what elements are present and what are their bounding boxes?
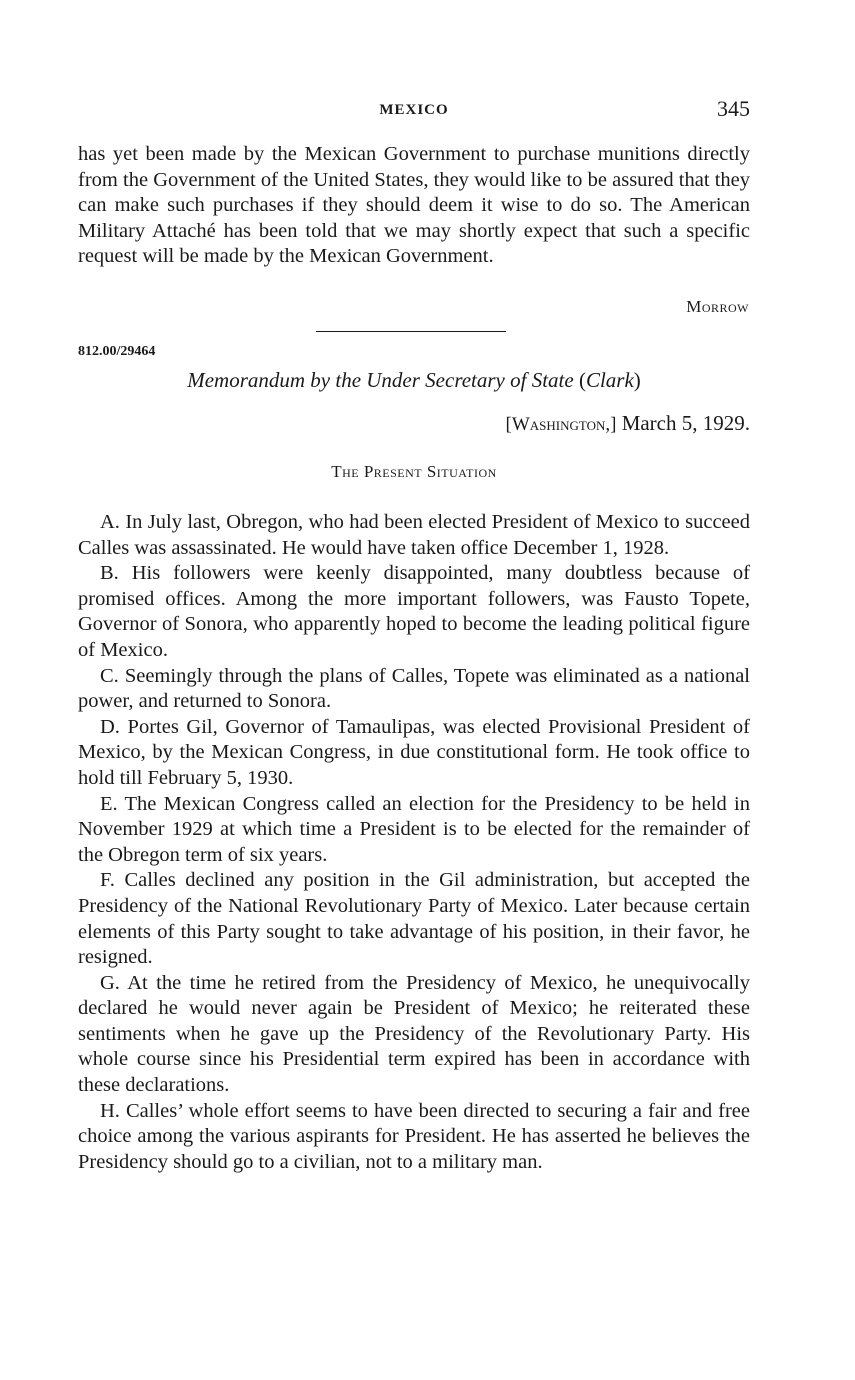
running-title: MEXICO	[379, 102, 449, 118]
memo-paragraph-h	[78, 1099, 750, 1176]
running-head	[78, 96, 750, 126]
file-number: 812.00/29464	[78, 344, 156, 359]
document-title-main: Memorandum by the Under Secretary of State	[187, 368, 579, 392]
paragraph-text: Seemingly through the plans of Calles, Topete was eliminated as a national power, and returned to Sonora.	[78, 664, 750, 713]
paragraph-label: A.	[100, 511, 120, 533]
dateline	[506, 411, 751, 436]
document-title-open-paren: (	[578, 368, 586, 392]
paragraph-label: D.	[100, 715, 120, 738]
dateline-date: March 5, 1929.	[616, 411, 750, 435]
paragraph-text: In July last, Obregon, who had been elected President of Mexico to succeed Calles was assassinated. He would have taken office December 1, 1928.	[78, 511, 750, 559]
signature: Morrow	[686, 297, 749, 316]
memo-paragraph-c	[78, 664, 750, 715]
memo-paragraph-d	[78, 715, 750, 792]
memo-body	[78, 510, 750, 1175]
memo-paragraph-b	[78, 561, 750, 663]
memo-paragraph-e	[78, 792, 750, 869]
continuation-paragraph: has yet been made by the Mexican Government to purchase munitions directly from the Government of the United States, they would like to be assured that they can make such purchases if they should deem it wise to do so. The American Military Attaché has been told that we may shortly expect that such a specific request will be made by the Mexican Government.	[78, 143, 750, 268]
memo-paragraph-g	[78, 971, 750, 1099]
document-title	[78, 368, 750, 393]
paragraph-label: H.	[100, 1099, 120, 1122]
paragraph-label: G.	[100, 971, 120, 994]
paragraph-label: F.	[100, 869, 115, 892]
document-title-close-paren: )	[633, 368, 641, 392]
section-divider	[316, 331, 506, 332]
section-heading: The Present Situation	[331, 462, 497, 481]
paragraph-text: Calles declined any position in the Gil administration, but accepted the Presidency of the National Revolutionary Party of Mexico. Later because certain elements of this Party sought to take advantage of his position, in their favor, he resigned.	[78, 869, 750, 969]
page-number: 345	[717, 96, 750, 121]
paragraph-label: B.	[100, 562, 119, 585]
paragraph-text: The Mexican Congress called an election for the Presidency to be held in November 1929 at which time a President is to be elected for the remainder of the Obregon term of six years.	[78, 792, 750, 866]
continuation-paragraph-block	[78, 142, 750, 270]
paragraph-label: C.	[100, 664, 119, 687]
paragraph-text: Calles’ whole effort seems to have been directed to securing a fair and free choice among the various aspirants for President. He has asserted he believes the Presidency should go to a civilian, not to a military man.	[78, 1099, 750, 1173]
paragraph-label: E.	[100, 792, 118, 815]
document-title-name: Clark	[585, 368, 634, 392]
paragraph-text: His followers were keenly disappointed, many doubtless because of promised offices. Among the more important followers, was Fausto Topete, Governor of Sonora, who apparently hoped to become the leading political figure of Mexico.	[78, 562, 750, 661]
paragraph-text: At the time he retired from the Presidency of Mexico, he unequivocally declared he would never again be President of Mexico; he reiterated these sentiments when he gave up the Presidency of the Revolutionary Party. His whole course since his Presidential term expired has been in accordance with these declarations.	[78, 971, 750, 1097]
memo-paragraph-f	[78, 868, 750, 970]
dateline-place: [Washington,]	[505, 414, 617, 435]
paragraph-text: Portes Gil, Governor of Tamaulipas, was elected Provisional President of Mexico, by the Mexican Congress, in due constitutional form. He took office to hold till February 5, 1930.	[78, 715, 750, 789]
memo-paragraph-a	[78, 510, 750, 561]
